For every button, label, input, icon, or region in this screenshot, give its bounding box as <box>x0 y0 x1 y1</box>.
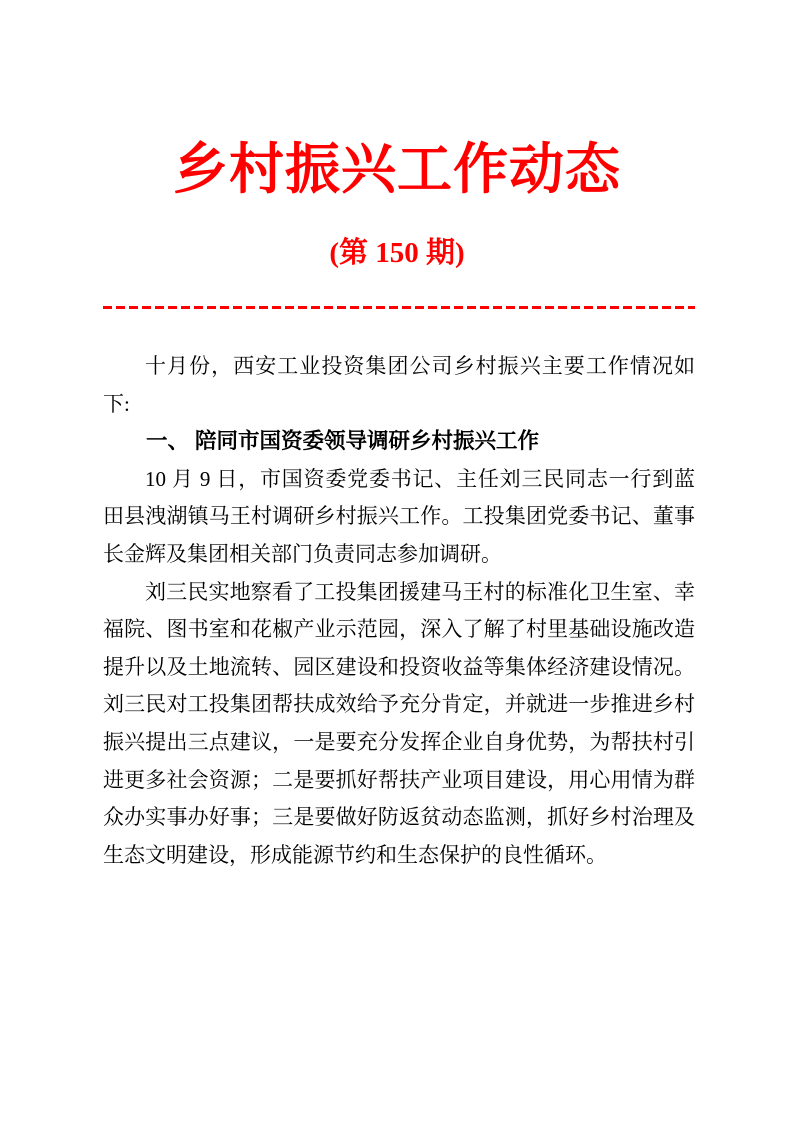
issue-number: (第 150 期) <box>329 237 465 269</box>
intro-paragraph: 十月份，西安工业投资集团公司乡村振兴主要工作情况如下: <box>103 354 695 416</box>
red-dashed-separator <box>103 306 695 309</box>
body-paragraph-2: 刘三民实地察看了工投集团援建马王村的标准化卫生室、幸福院、图书室和花椒产业示范园，深入了解了村里基础设施改造提升以及土地流转、园区建设和投资收益等集体经济建设情况。刘三民对工投集团帮扶成效给予充分肯定，并就进一步推进乡村振兴提出三点建议，一是要充分发挥企业自身优势，为帮扶村引进更多社会资源；二是要抓好帮扶产业项目建设，用心用情为群众办实事办好事；三是要做好防返贫动态监测，抓好乡村治理及生态文明建设，形成能源节约和生态保护的良性循环。 <box>103 579 695 867</box>
section-heading: 一、 陪同市国资委领导调研乡村振兴工作 <box>146 429 539 454</box>
document-title: 乡村振兴工作动态 <box>172 139 621 200</box>
body-paragraph-1: 10 月 9 日，市国资委党委书记、主任刘三民同志一行到蓝田县洩湖镇马王村调研乡村振兴工作。工投集团党委书记、董事长金辉及集团相关部门负责同志参加调研。 <box>103 466 695 566</box>
document-body <box>103 348 695 874</box>
